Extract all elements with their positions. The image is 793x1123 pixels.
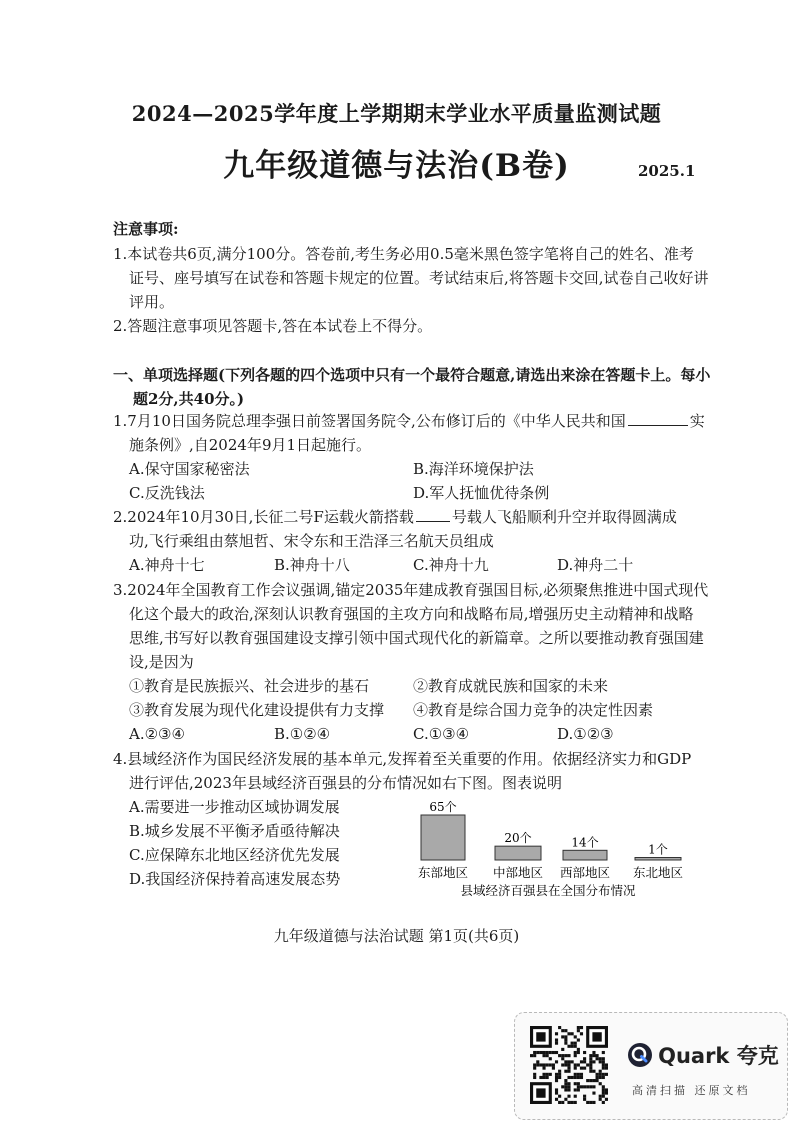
q1-stem-part-b: 实: [689, 412, 705, 430]
q3-option-c: C.①③④: [413, 725, 470, 743]
section1-instruction-line2: 题2分,共40分。): [133, 390, 245, 408]
q4-stem-line1: 4.县域经济作为国民经济发展的基本单元,发挥着至关重要的作用。依据经济实力和GDP: [113, 750, 692, 768]
qr-code-icon: [530, 1026, 608, 1104]
exam-title: 2024—2025学年度上学期期末学业水平质量监测试题: [131, 101, 662, 126]
quark-brand-name: Quark 夸克: [658, 1044, 779, 1068]
bar-3: [563, 850, 607, 860]
q1-stem-line1: [113, 410, 705, 432]
q2-option-b: B.神舟十八: [274, 556, 350, 574]
q3-option-a: A.②③④: [129, 725, 185, 743]
q3-stem-line3: 思维,书写好以教育强国建设支撑引领中国式现代化的新篇章。之所以要推动教育强国建: [129, 629, 704, 647]
q1-option-d: D.军人抚恤优待条例: [413, 484, 550, 502]
category-label-1: 东部地区: [417, 865, 469, 880]
q3-statement-3: ③教育发展为现代化建设提供有力支撑: [129, 701, 385, 719]
q2-option-d: D.神舟二十: [557, 556, 634, 574]
quark-brand: [627, 1040, 779, 1070]
bar-value-label-1: 65个: [429, 800, 457, 814]
quark-logo-icon: [627, 1042, 653, 1068]
q1-answer-blank: [628, 411, 688, 426]
bar-value-label-2: 20个: [504, 831, 532, 846]
q3-option-b: B.①②④: [274, 725, 331, 743]
q4-option-c: C.应保障东北地区经济优先发展: [129, 846, 340, 864]
notice-heading: 注意事项:: [113, 220, 179, 238]
bar-4: [635, 858, 681, 861]
section1-instruction-line1: 一、单项选择题(下列各题的四个选项中只有一个最符合题意,请选出来涂在答题卡上。每小: [113, 366, 711, 384]
q2-stem-line2: 功,飞行乘组由蔡旭哲、宋令东和王浩泽三名航天员组成: [129, 532, 494, 550]
q1-option-a: A.保守国家秘密法: [129, 460, 250, 478]
bar-2: [495, 846, 541, 860]
bar-value-label-3: 14个: [571, 835, 599, 850]
q1-option-b: B.海洋环境保护法: [413, 460, 534, 478]
notice-item1-line3: 评用。: [129, 293, 175, 311]
bar-1: [421, 815, 465, 860]
q1-stem-part-a: 1.7月10日国务院总理李强日前签署国务院令,公布修订后的《中华人民共和国: [113, 412, 626, 430]
q4-option-d: D.我国经济保持着高速发展态势: [129, 870, 341, 888]
notice-item1-line1: 1.本试卷共6页,满分100分。答卷前,考生务必用0.5毫米黑色签字笔将自己的姓名、准考: [113, 245, 694, 263]
q3-option-d: D.①②③: [557, 725, 614, 743]
q2-stem-part-a: 2.2024年10月30日,长征二号F运载火箭搭载: [113, 508, 414, 526]
q4-option-b: B.城乡发展不平衡矛盾亟待解决: [129, 822, 340, 840]
q4-option-a: A.需要进一步推动区域协调发展: [129, 798, 340, 816]
q3-stem-line2: 化这个最大的政治,深刻认识教育强国的主攻方向和战略布局,增强历史主动精神和战略: [129, 605, 694, 623]
category-label-3: 西部地区: [559, 865, 611, 880]
q3-statement-1: ①教育是民族振兴、社会进步的基石: [129, 677, 370, 695]
category-label-4: 东北地区: [632, 865, 684, 880]
bar-value-label-4: 1个: [648, 842, 668, 857]
exam-date: 2025.1: [638, 162, 696, 180]
q3-stem-line4: 设,是因为: [129, 653, 194, 671]
q2-option-a: A.神舟十七: [129, 556, 205, 574]
q3-stem-line1: 3.2024年全国教育工作会议强调,锚定2035年建成教育强国目标,必须聚焦推进中国式现代: [113, 581, 709, 599]
notice-item2: 2.答题注意事项见答题卡,答在本试卷上不得分。: [113, 317, 433, 335]
q1-option-c: C.反洗钱法: [129, 484, 205, 502]
quark-slogan: 高清扫描 还原文档: [632, 1084, 751, 1097]
q2-answer-blank: [416, 507, 450, 522]
q2-stem-line1: [113, 506, 677, 528]
exam-subtitle: 九年级道德与法治(B卷): [223, 148, 570, 184]
county-distribution-chart: [410, 795, 700, 905]
q3-statement-2: ②教育成就民族和国家的未来: [413, 677, 609, 695]
q2-option-c: C.神舟十九: [413, 556, 489, 574]
q3-statement-4: ④教育是综合国力竞争的决定性因素: [413, 701, 654, 719]
q1-stem-line2: 施条例》,自2024年9月1日起施行。: [129, 436, 372, 454]
notice-item1-line2: 证号、座号填写在试卷和答题卡规定的位置。考试结束后,将答题卡交回,试卷自己收好讲: [129, 269, 709, 287]
category-label-2: 中部地区: [492, 865, 544, 880]
q2-stem-part-b: 号载人飞船顺利升空并取得圆满成: [451, 508, 677, 526]
page-footer: 九年级道德与法治试题 第1页(共6页): [273, 927, 520, 945]
q4-stem-line2: 进行评估,2023年县域经济百强县的分布情况如右下图。图表说明: [129, 774, 562, 792]
chart-title: 县域经济百强县在全国分布情况: [460, 883, 636, 898]
